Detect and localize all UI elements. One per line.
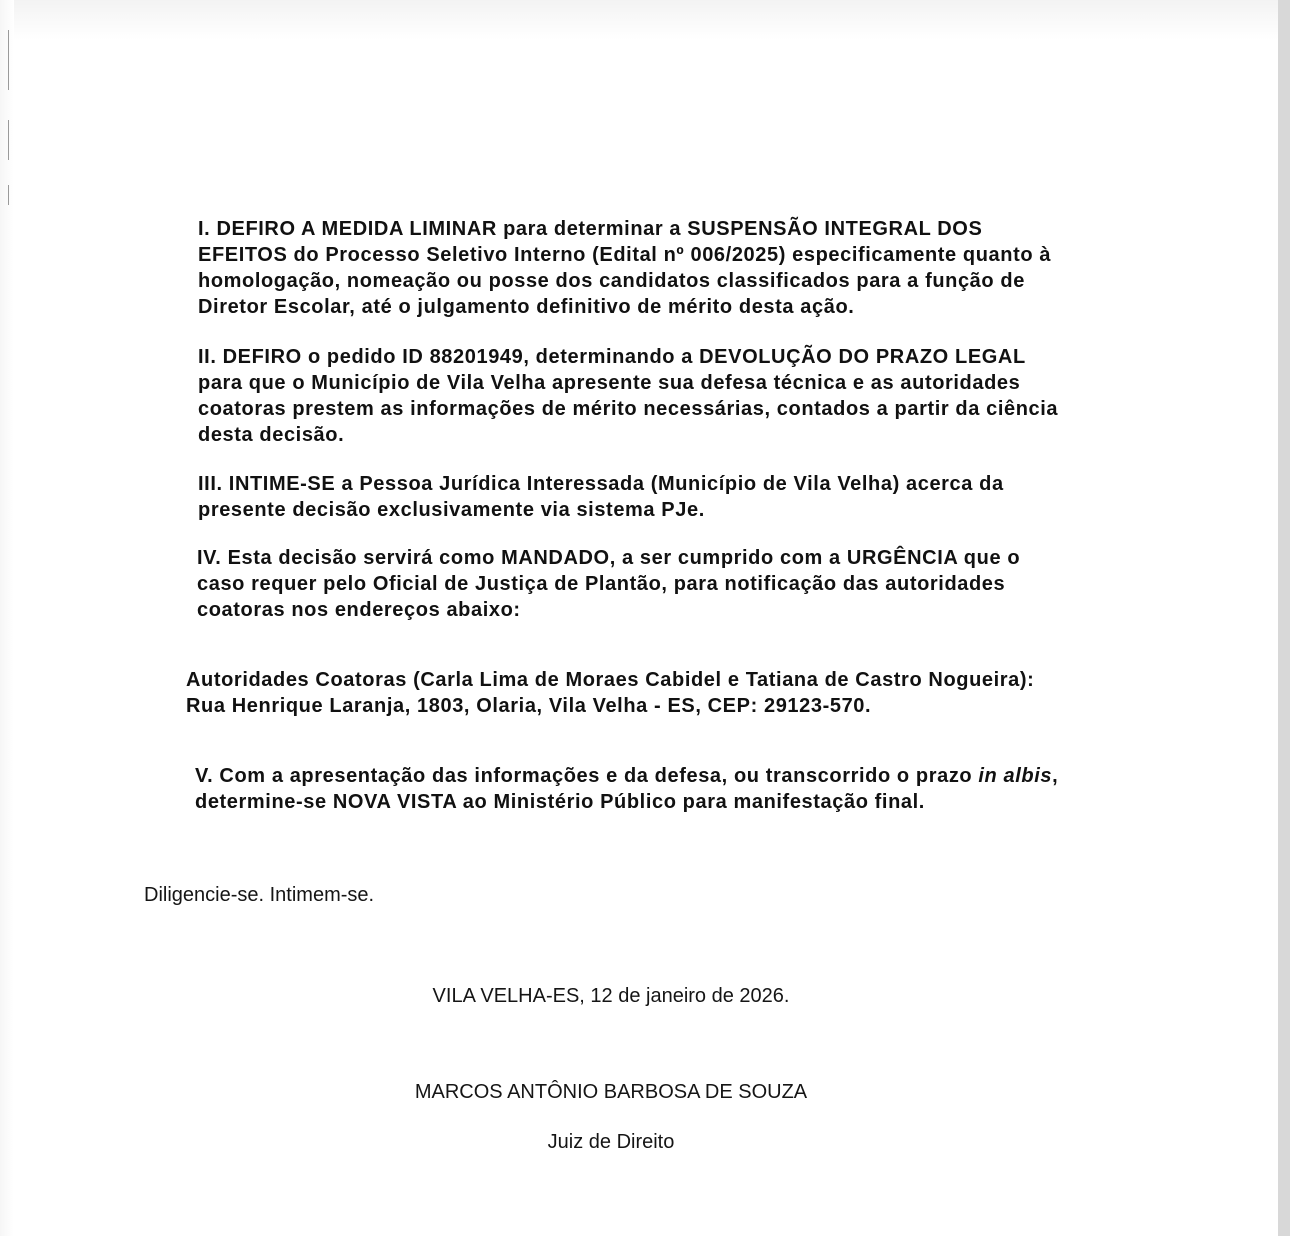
judge-title: Juiz de Direito	[547, 1131, 675, 1153]
paragraph-v-nova-vista	[195, 763, 1087, 815]
text-line: homologação, nomeação ou posse dos candidatos classificados para a função de	[198, 270, 1025, 292]
paragraph-iii-intimacao	[198, 471, 1084, 523]
text-line: I. DEFIRO A MEDIDA LIMINAR para determinar a SUSPENSÃO INTEGRAL DOS	[198, 218, 983, 240]
top-shadow	[14, 0, 1278, 40]
text-line	[195, 763, 1087, 789]
text-line: Autoridades Coatoras (Carla Lima de Moraes Cabidel e Tatiana de Castro Nogueira):	[186, 669, 1035, 691]
text-line: III. INTIME-SE a Pessoa Jurídica Interessada (Município de Vila Velha) acerca da	[198, 473, 1004, 495]
text-line: determine-se NOVA VISTA ao Ministério Público para manifestação final.	[195, 791, 925, 813]
paragraph-iv-mandado	[197, 545, 1083, 623]
text-line: II. DEFIRO o pedido ID 88201949, determinando a DEVOLUÇÃO DO PRAZO LEGAL	[198, 346, 1026, 368]
text-line: desta decisão.	[198, 424, 345, 446]
text-line: presente decisão exclusivamente via sistema PJe.	[198, 499, 705, 521]
text-line: para que o Município de Vila Velha apresente sua defesa técnica e as autoridades	[198, 372, 1021, 394]
text-line: coatoras nos endereços abaixo:	[197, 599, 521, 621]
paragraph-i-liminar	[198, 216, 1086, 320]
text-line: EFEITOS do Processo Seletivo Interno (Edital nº 006/2025) especificamente quanto à	[198, 244, 1052, 266]
text-segment: V. Com a apresentação das informações e da defesa, ou transcorrido o prazo	[195, 765, 979, 787]
text-segment: ,	[1052, 765, 1059, 787]
text-line: coatoras prestem as informações de mérito necessárias, contados a partir da ciência	[198, 398, 1059, 420]
text-line: Diretor Escolar, até o julgamento definitivo de mérito desta ação.	[198, 296, 855, 318]
text-line: caso requer pelo Oficial de Justiça de Plantão, para notificação das autoridades	[197, 573, 1006, 595]
left-page-edge	[0, 0, 14, 1236]
right-page-edge	[1278, 0, 1290, 1236]
judge-name: MARCOS ANTÔNIO BARBOSA DE SOUZA	[414, 1081, 808, 1103]
place-and-date: VILA VELHA-ES, 12 de janeiro de 2026.	[432, 985, 790, 1007]
text-line: IV. Esta decisão servirá como MANDADO, a ser cumprido com a URGÊNCIA que o	[197, 547, 1021, 569]
paragraph-autoridades-endereco	[186, 667, 1086, 719]
italic-term: in albis	[978, 765, 1053, 787]
closing-statement: Diligencie-se. Intimem-se.	[144, 884, 375, 906]
text-line: Rua Henrique Laranja, 1803, Olaria, Vila Velha - ES, CEP: 29123-570.	[186, 695, 872, 717]
paragraph-ii-prazo	[198, 344, 1086, 448]
